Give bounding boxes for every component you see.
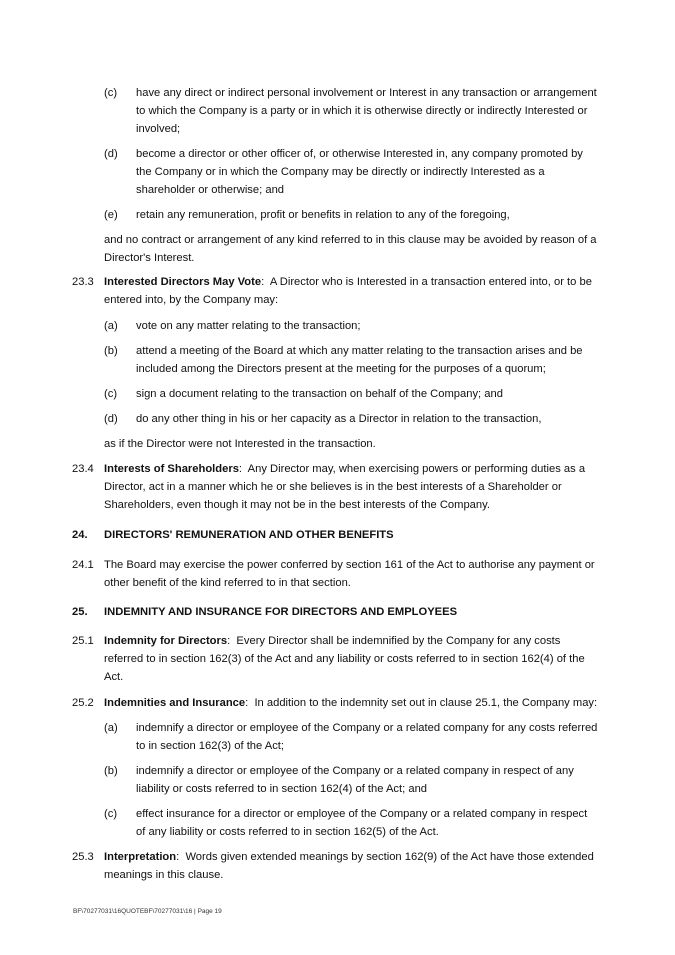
clause-25-2: Indemnities and Insurance: In addition to the indemnity set out in clause 25.1, the Company may: bbox=[104, 697, 598, 709]
footer-reference: BF\70277031\16QUOTEBF\70277031\16 bbox=[73, 908, 193, 915]
clause-number: 24.1 bbox=[72, 559, 94, 571]
item-label: (c) bbox=[104, 808, 118, 820]
clause-heading: Interpretation bbox=[104, 851, 177, 863]
clause-text: Any Director may, when exercising powers or performing duties as a Director, act in a manner which he or she believes is in the best interests of a Shareholder or Shareholders, even though it may not be in the best interests of the Company. bbox=[104, 463, 586, 511]
clause-heading: Interests of Shareholders bbox=[104, 463, 239, 475]
item-text: have any direct or indirect personal involvement or Interest in any transaction or arrangement to which the Company is a party or in which it is otherwise directly or indirectly Interested or involved; bbox=[136, 87, 597, 135]
clause-text: Words given extended meanings by section 162(9) of the Act have those extended meanings in this clause. bbox=[104, 851, 594, 881]
item-label: (c) bbox=[104, 87, 118, 99]
item-text: effect insurance for a director or employee of the Company or a related company in respect of any liability or costs referred to in section 162(5) of the Act. bbox=[136, 808, 588, 838]
paragraph-trailer: and no contract or arrangement of any kind referred to in this clause may be avoided by reason of a Director's Interest. bbox=[104, 234, 597, 264]
item-label: (e) bbox=[104, 209, 118, 221]
item-label: (c) bbox=[104, 388, 118, 400]
item-label: (b) bbox=[104, 765, 118, 777]
clause-25-1: Indemnity for Directors: Every Director shall be indemnified by the Company for any costs referred to in section 162(3) of the Act and any liability or costs referred to in section 162(4) of the Act. bbox=[104, 635, 585, 683]
item-text: indemnify a director or employee of the Company or a related company in respect of any liability or costs referred to in section 162(4) of the Act; and bbox=[136, 765, 574, 795]
clause-heading: Indemnities and Insurance bbox=[104, 697, 246, 709]
clause-heading: Indemnity for Directors bbox=[104, 635, 228, 647]
item-label: (b) bbox=[104, 345, 118, 357]
page-number: Page 19 bbox=[197, 908, 222, 915]
item-text: indemnify a director or employee of the Company or a related company for any costs referred to in section 162(3) of the Act; bbox=[136, 722, 598, 752]
item-label: (d) bbox=[104, 413, 118, 425]
item-text: vote on any matter relating to the transaction; bbox=[136, 320, 361, 332]
clause-heading: Interested Directors May Vote bbox=[104, 276, 262, 288]
clause-number: 23.3 bbox=[72, 276, 94, 288]
item-label: (d) bbox=[104, 148, 118, 160]
section-number: 24. bbox=[72, 529, 88, 541]
item-text: retain any remuneration, profit or benefits in relation to any of the foregoing, bbox=[136, 209, 510, 221]
item-text: become a director or other officer of, or otherwise Interested in, any company promoted by the Company or in which the Company may be directly or indirectly Interested as a shareholder or otherwise; and bbox=[136, 148, 583, 196]
item-text: sign a document relating to the transaction on behalf of the Company; and bbox=[136, 388, 503, 400]
section-number: 25. bbox=[72, 606, 88, 618]
clause-text: In addition to the indemnity set out in clause 25.1, the Company may: bbox=[254, 697, 598, 709]
paragraph-trailer: as if the Director were not Interested in the transaction. bbox=[104, 438, 376, 450]
clause-text: A Director who is Interested in a transaction entered into, or to be entered into, by the Company may: bbox=[104, 276, 592, 306]
clause-number: 25.1 bbox=[72, 635, 94, 647]
item-label: (a) bbox=[104, 320, 118, 332]
item-text: attend a meeting of the Board at which any matter relating to the transaction arises and be included among the Directors present at the meeting for the purposes of a quorum; bbox=[136, 345, 583, 375]
clause-23-3: Interested Directors May Vote: A Director who is Interested in a transaction entered into, or to be entered into, by the Company may: bbox=[104, 276, 592, 306]
item-label: (a) bbox=[104, 722, 118, 734]
page-footer: BF\70277031\16QUOTEBF\70277031\16 | Page 19 bbox=[73, 908, 222, 915]
section-title: DIRECTORS' REMUNERATION AND OTHER BENEFITS bbox=[104, 529, 394, 541]
item-text: do any other thing in his or her capacity as a Director in relation to the transaction, bbox=[136, 413, 542, 425]
section-title: INDEMNITY AND INSURANCE FOR DIRECTORS AND EMPLOYEES bbox=[104, 606, 458, 618]
clause-25-3: Interpretation: Words given extended meanings by section 162(9) of the Act have those extended meanings in this clause. bbox=[104, 851, 594, 881]
clause-number: 25.2 bbox=[72, 697, 94, 709]
clause-number: 25.3 bbox=[72, 851, 94, 863]
clause-text: The Board may exercise the power conferred by section 161 of the Act to authorise any payment or other benefit of the kind referred to in that section. bbox=[104, 559, 595, 589]
clause-23-4: Interests of Shareholders: Any Director may, when exercising powers or performing duties as a Director, act in a manner which he or she believes is in the best interests of a Shareholder or Shareholders, even though it may not be in the best interests of the Company. bbox=[104, 463, 586, 511]
clause-text: Every Director shall be indemnified by the Company for any costs referred to in section 162(3) of the Act and any liability or costs referred to in section 162(4) of the Act. bbox=[104, 635, 585, 683]
clause-number: 23.4 bbox=[72, 463, 94, 475]
